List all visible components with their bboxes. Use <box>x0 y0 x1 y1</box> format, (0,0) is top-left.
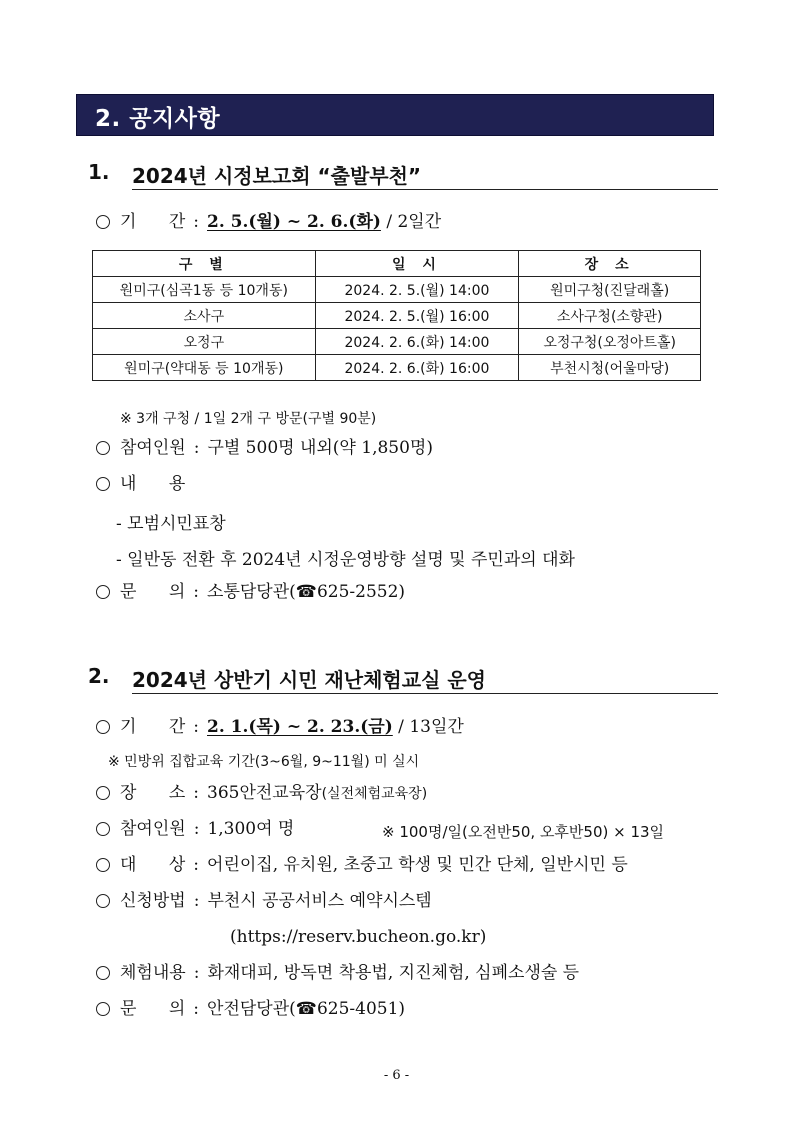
place-sub: (실전체험교육장) <box>321 786 428 802</box>
apply-url[interactable]: (https://reserv.bucheon.go.kr) <box>230 927 487 947</box>
table-cell: 원미구(심곡1동 등 10개동) <box>93 277 316 303</box>
table-cell: 원미구(약대동 등 10개동) <box>93 355 316 381</box>
table-cell: 2024. 2. 5.(월) 14:00 <box>315 277 519 303</box>
circle-bullet-icon <box>96 822 110 836</box>
table-note: ※ 3개 구청 / 1일 2개 구 방문(구별 90분) <box>120 411 377 427</box>
participants-value: 1,300여 명 <box>207 819 295 839</box>
schedule-table <box>92 250 701 381</box>
section1-period-row: 기 간 : 2. 5.(월) ~ 2. 6.(화) / 2일간 <box>96 211 441 233</box>
table-row <box>93 303 701 329</box>
circle-bullet-icon <box>96 441 110 455</box>
experience-value: 화재대피, 방독면 착용법, 지진체험, 심폐소생술 등 <box>207 963 580 983</box>
section2-period-row: 기 간 : 2. 1.(목) ~ 2. 23.(금) / 13일간 <box>96 716 464 738</box>
section-banner <box>76 94 714 136</box>
circle-bullet-icon <box>96 1002 110 1016</box>
page-number: - 6 - <box>383 1068 410 1083</box>
participants-note: ※ 100명/일(오전반50, 오후반50) × 13일 <box>382 823 665 841</box>
section2-underline <box>132 693 718 694</box>
circle-bullet-icon <box>96 786 110 800</box>
apply-value: 부천시 공공서비스 예약시스템 <box>207 891 432 911</box>
table-header-row <box>93 251 701 277</box>
inquiry-dept: 안전담당관( <box>207 999 296 1019</box>
section2-apply-row: 신청방법 : 부천시 공공서비스 예약시스템 <box>96 890 432 912</box>
section2-heading <box>88 660 718 694</box>
inquiry-dept: 소통담당관( <box>207 582 296 602</box>
section2-number: 2. <box>88 664 110 688</box>
section1-content-row <box>96 473 185 495</box>
circle-bullet-icon <box>96 720 110 734</box>
table-cell: 부천시청(어울마당) <box>519 355 701 381</box>
section1-title: 2024년 시정보고회 “출발부천” <box>132 164 422 188</box>
place-value: 365안전교육장 <box>207 783 322 803</box>
experience-label: 체험내용 <box>120 963 186 983</box>
header-venue: 장 소 <box>519 251 701 277</box>
section1-inquiry-row: 문 의 : 소통담당관(☎625-2552) <box>96 581 405 603</box>
period-duration: / 2일간 <box>380 212 442 232</box>
table-row <box>93 355 701 381</box>
section1-number: 1. <box>88 160 110 184</box>
table-cell: 2024. 2. 6.(화) 16:00 <box>315 355 519 381</box>
section2-inquiry-row: 문 의 : 안전담당관(☎625-4051) <box>96 998 405 1020</box>
place-label: 장 소 <box>120 783 186 803</box>
target-value: 어린이집, 유치원, 초중고 학생 및 민간 단체, 일반시민 등 <box>207 855 628 875</box>
inquiry-label: 문 의 <box>120 582 186 602</box>
content-item: - 일반동 전환 후 2024년 시정운영방향 설명 및 주민과의 대화 <box>116 550 575 570</box>
circle-bullet-icon <box>96 477 110 491</box>
table-cell: 2024. 2. 5.(월) 16:00 <box>315 303 519 329</box>
period-label: 기 간 <box>120 717 186 737</box>
phone-icon: ☎ <box>295 582 317 602</box>
section1-heading <box>88 156 718 190</box>
header-district: 구 별 <box>93 251 316 277</box>
table-row <box>93 329 701 355</box>
section2-title: 2024년 상반기 시민 재난체험교실 운영 <box>132 668 486 692</box>
participants-label: 참여인원 <box>120 438 186 458</box>
period-value: 2. 5.(월) ~ 2. 6.(화) <box>207 212 381 232</box>
period-duration: / 13일간 <box>392 717 464 737</box>
section1-participants-row: 참여인원 : 구별 500명 내외(약 1,850명) <box>96 437 433 459</box>
section2-place-row: 장 소 : 365안전교육장(실전체험교육장) <box>96 782 427 805</box>
circle-bullet-icon <box>96 585 110 599</box>
table-cell: 소사구 <box>93 303 316 329</box>
phone-icon: ☎ <box>295 999 317 1019</box>
section2-experience-row: 체험내용 : 화재대피, 방독면 착용법, 지진체험, 심폐소생술 등 <box>96 962 579 984</box>
section1-underline <box>132 189 718 190</box>
content-item: - 모범시민표창 <box>116 514 226 534</box>
participants-value: 구별 500명 내외(약 1,850명) <box>207 438 433 458</box>
circle-bullet-icon <box>96 858 110 872</box>
circle-bullet-icon <box>96 966 110 980</box>
table-cell: 오정구 <box>93 329 316 355</box>
table-row <box>93 277 701 303</box>
table-cell: 2024. 2. 6.(화) 14:00 <box>315 329 519 355</box>
table-cell: 원미구청(진달래홀) <box>519 277 701 303</box>
target-label: 대 상 <box>120 855 186 875</box>
period-note: ※ 민방위 집합교육 기간(3~6월, 9~11월) 미 실시 <box>108 754 420 770</box>
section2-target-row: 대 상 : 어린이집, 유치원, 초중고 학생 및 민간 단체, 일반시민 등 <box>96 854 628 876</box>
inquiry-phone: 625-2552) <box>316 582 406 602</box>
participants-label: 참여인원 <box>120 819 186 839</box>
section2-participants-row: 참여인원 : 1,300여 명 <box>96 818 294 840</box>
content-label: 내 용 <box>120 474 186 494</box>
header-datetime: 일 시 <box>315 251 519 277</box>
table-cell: 소사구청(소향관) <box>519 303 701 329</box>
apply-label: 신청방법 <box>120 891 186 911</box>
banner-title: 2. 공지사항 <box>95 106 221 132</box>
inquiry-label: 문 의 <box>120 999 186 1019</box>
period-value: 2. 1.(목) ~ 2. 23.(금) <box>207 717 393 737</box>
circle-bullet-icon <box>96 215 110 229</box>
circle-bullet-icon <box>96 894 110 908</box>
table-cell: 오정구청(오정아트홀) <box>519 329 701 355</box>
inquiry-phone: 625-4051) <box>316 999 406 1019</box>
period-label: 기 간 <box>120 212 186 232</box>
